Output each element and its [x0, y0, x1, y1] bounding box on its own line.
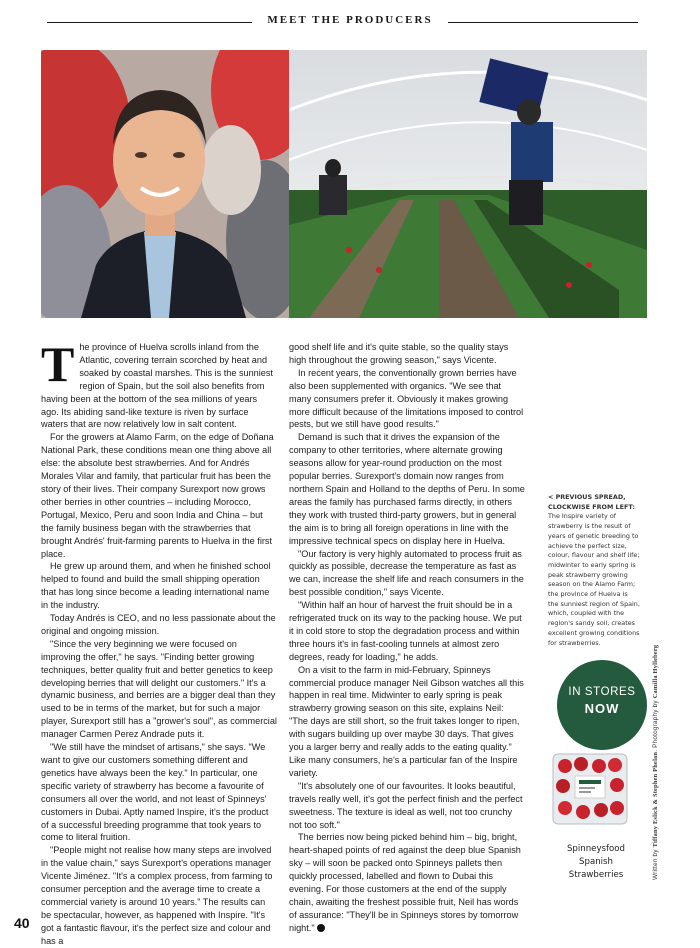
article-paragraph: good shelf life and it's quite stable, so the quality stays high throughout the growing season," says Vicente. — [289, 342, 509, 365]
strawberry-pack-image — [551, 752, 629, 826]
credits — [652, 620, 659, 880]
portrait-photo — [41, 50, 289, 318]
product-brand: Spinneysfood — [566, 844, 626, 854]
article-paragraph: "Since the very beginning we were focused on improving the offer," he says. "Finding better growing techniques, better quality fruit and better genetics to keep developing berries that will delight our customers." It's a dynamic business, and berries are a bigger deal than they used to be in terms of the market, but for such a major player, Surexport still has a "grower's soul", as commercial manager Carmen Perez Andrade puts it. — [41, 638, 277, 740]
badge-line-2: NOW — [584, 701, 620, 716]
article-paragraph: Today Andrés is CEO, and no less passionate about the original and ongoing mission. — [41, 613, 276, 636]
section-title: MEET THE PRODUCERS — [267, 14, 433, 26]
caption-text: The Inspire variety of strawberry is the result of years of genetic breeding to achieve the perfect size, colour, flavour and shelf life; midwinter to early spring is peak strawberry growing season on the Alamo Farm; the province of Huelva is the sunniest region of Spain, which, coupled with the region's sandy soil, creates excellent growing conditions for strawberries. — [548, 512, 640, 647]
credit-photographer: Camilla Hylleberg — [652, 644, 659, 699]
article-paragraph: For the growers at Alamo Farm, on the edge of Doñana National Park, these conditions mean one thing above all else: the absolute best strawberries. And for Andrés Morales Vilar and family, that particular fruit has been the story of their lives. Their company Surexport now grows other berries in other countries – including Morocco, Portugal, Mexico, Peru and soon India and China – but the family business began with the strawberries that brought Andrés' fruit-farming parents to Huelva in the first place. — [41, 432, 274, 559]
credit-prefix: Written by — [652, 847, 659, 880]
article-paragraph: On a visit to the farm in mid-February, Spinneys commercial produce manager Neil Gibson watches all this happen in real time. Midwinter to early spring is peak strawberry growing season on this site, explains Neil: "The days are still short, so the fruit takes longer to ripen, with sugars building up over maybe 30 days. That gives you a larger berry and really adds to the eating quality." Like many consumers, he's a particular fan of the Inspire variety. — [289, 664, 524, 778]
article-paragraph: he province of Huelva scrolls inland from the Atlantic, covering terrain scorched by heat and soaked by coastal marshes. This is the sunniest region of Spain, but the soil also benefits from having been at the bottom of the sea millions of years ago. Its abiding sand-like texture is riven by surface waters that are now relatively low in salt content. — [41, 342, 273, 430]
article-column-1 — [41, 336, 277, 948]
page-number: 40 — [14, 915, 30, 931]
article-paragraph: "Within half an hour of harvest the fruit should be in a refrigerated truck on its way to the packing house. We put it in cold store to stop the degradation process and within three hours it's in fast-cooling tunnels at almost zero degrees, ready for loading," he adds. — [289, 600, 522, 662]
caption-lead: < PREVIOUS SPREAD, CLOCKWISE FROM LEFT: — [548, 493, 635, 511]
article-paragraph: In recent years, the conventionally grown berries have also been supplemented with organics. "We see that many consumers prefer it. Obviously it makes growing more difficult because of the limitations imposed to control pests, but we still have good results." — [289, 367, 524, 430]
product-type: Strawberries — [568, 870, 624, 880]
article-paragraph: "Our factory is very highly automated to process fruit as quickly as possible, decrease the temperature as fast as we can, increase the shelf life and reach consumers in the best possible condition," says Vicente. — [289, 548, 524, 598]
article-paragraph-text: The berries now being picked behind him – big, bright, heart-shaped points of red against the deep blue Spanish sky – will soon be packed onto Spinneys pallets then quickly processed, labelled and flown to Dubai this evening. For those customers at the end of the supply chain, awaiting the freshest possible fruit, Neil has words of assurance: "They'll be in Spinneys stores by tomorrow night." — [289, 832, 521, 933]
article-paragraph: "People might not realise how many steps are involved in the value chain," says Surexport's operations manager Vicente Jiménez. "It's a complex process, from farming to consumer perception and the average time to create a commercial variety is around 10 years." The results can be spectacular, however, as happened with Inspire. "It's got a fantastic flavour, it's the perfect size and colour and has a — [41, 845, 273, 946]
article-column-2 — [289, 341, 525, 935]
dropcap: T — [41, 336, 75, 392]
header-rule-right — [448, 22, 638, 23]
product-origin: Spanish — [579, 857, 613, 867]
in-stores-badge — [557, 660, 647, 750]
photo-caption — [548, 493, 640, 648]
article-paragraph — [289, 831, 525, 934]
credit-writers: Tiffany Eslick & Stephen Phelan — [652, 751, 659, 848]
end-mark-icon — [317, 924, 325, 932]
credit-middle: . Photography by — [652, 698, 659, 752]
article-paragraph: "It's absolutely one of our favourites. It looks beautiful, travels really well, it's got the perfect finish and the perfect sweetness. The texture is ideal as well, not too crunchy not too soft." — [289, 780, 523, 830]
badge-line-1: IN STORES — [568, 686, 636, 698]
field-photo — [289, 50, 647, 318]
article-paragraph: He grew up around them, and when he finished school helped to found and build the small shipping operation that has long since become a leading international name in the industry. — [41, 561, 271, 611]
article-paragraph: "We still have the mindset of artisans," she says. "We want to give our customers something different and genetics have always been the key." In particular, one specific variety of strawberry has become a favourite of consumers all over the world, and not least of Spinneys' customers in Dubai. Aptly named Inspire, it's the product of a successful breeding programme that took years to come to literal fruition. — [41, 742, 269, 843]
article-paragraph: Demand is such that it drives the expansion of the company to other territories, where alternate growing seasons allow for year-round production on the most popular berries. Surexport's domain now ranges from northern Spain and Holland to the depths of Peru. In some areas the family has purchased farms directly, in others they work with trusted third-party growers, but in general the aim is to bring all foreign operations in line with the impressive technical specs on display here in Huelva. — [289, 432, 525, 546]
product-name — [548, 843, 644, 882]
